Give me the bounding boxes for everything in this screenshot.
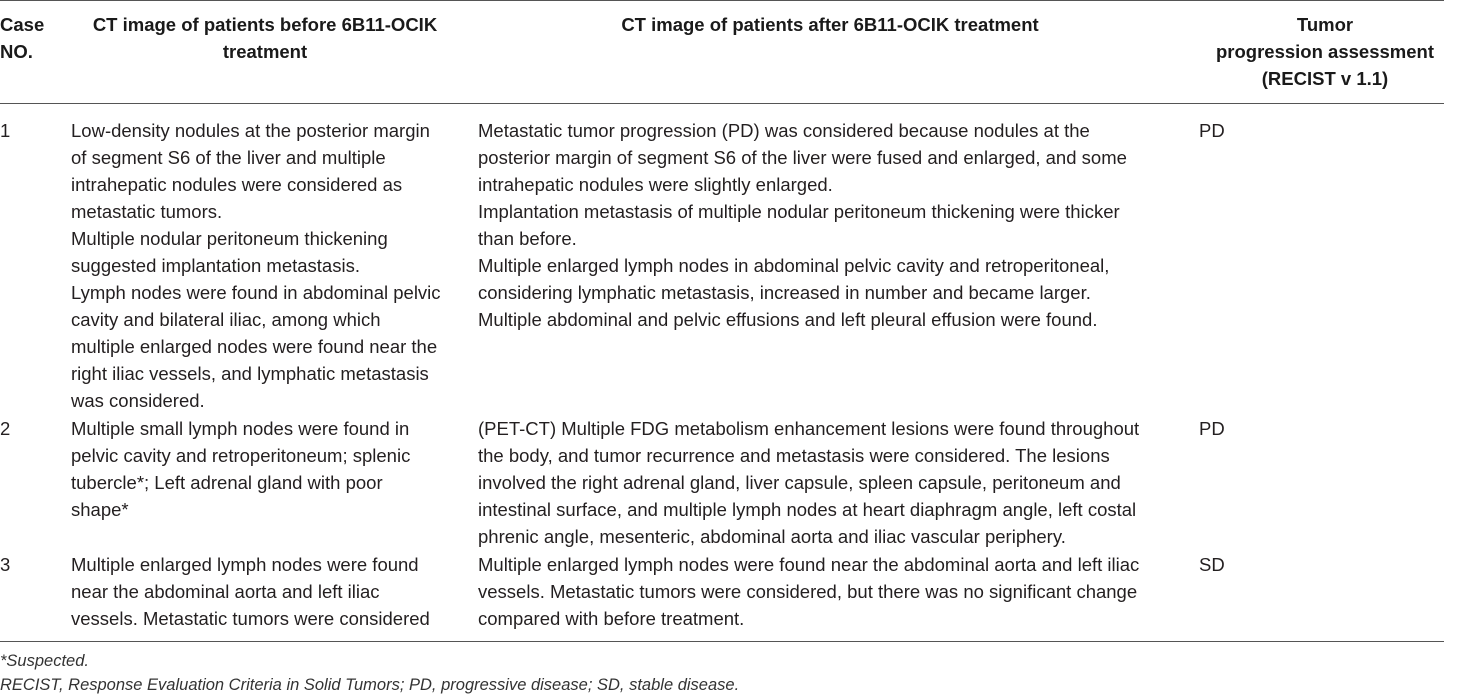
header-bottom-rule (0, 103, 1444, 104)
row-3-before-treatment: Multiple enlarged lymph nodes were found near the abdominal aorta and left iliac vessels. Metastatic tumors were considered (71, 554, 430, 629)
row-2-assessment: PD (1199, 418, 1225, 439)
row-2-case-no: 2 (0, 418, 11, 439)
row-3-assessment: SD (1199, 554, 1225, 575)
header-before-treatment: CT image of patients before 6B11-OCIK treatment (92, 14, 438, 62)
row-1-before-treatment: Low-density nodules at the posterior margin of segment S6 of the liver and multiple intrahepatic nodules were considered as metastatic tumors. Multiple nodular peritoneum thickening suggested implantation metastasis. Lymph nodes were found in abdominal pelvic cavity and bilateral iliac, among which multiple enlarged nodes were found near the right iliac vessels, and lymphatic metastasis was considered. (71, 120, 441, 411)
footnote-abbreviations: RECIST, Response Evaluation Criteria in Solid Tumors; PD, progressive disease; SD, stable disease. (0, 676, 740, 694)
row-3-case-no: 3 (0, 554, 11, 575)
footnote-suspected: *Suspected. (0, 652, 89, 670)
row-3-after-treatment: Multiple enlarged lymph nodes were found near the abdominal aorta and left iliac vessels. Metastatic tumors were considered, but there was no significant change compared with before treatment. (478, 554, 1140, 629)
header-case-no: Case NO. (0, 14, 45, 62)
header-tumor-progression-assessment: Tumor progression assessment (RECIST v 1.1) (1216, 14, 1434, 89)
table-bottom-rule (0, 641, 1444, 642)
row-1-case-no: 1 (0, 120, 11, 141)
header-after-treatment: CT image of patients after 6B11-OCIK treatment (621, 14, 1039, 35)
row-1-after-treatment: Metastatic tumor progression (PD) was considered because nodules at the posterior margin of segment S6 of the liver were fused and enlarged, and some intrahepatic nodules were slightly enlarged. Implantation metastasis of multiple nodular peritoneum thickening were thicker than before. Multiple enlarged lymph nodes in abdominal pelvic cavity and retroperitoneal, considering lymphatic metastasis, increased in number and became larger. Multiple abdominal and pelvic effusions and left pleural effusion were found. (478, 120, 1127, 330)
table-top-rule (0, 0, 1444, 1)
row-2-before-treatment: Multiple small lymph nodes were found in pelvic cavity and retroperitoneum; splenic tubercle*; Left adrenal gland with poor shape* (71, 418, 411, 520)
row-2-after-treatment: (PET-CT) Multiple FDG metabolism enhancement lesions were found throughout the body, and tumor recurrence and metastasis were considered. The lesions involved the right adrenal gland, liver capsule, spleen capsule, peritoneum and intestinal surface, and multiple lymph nodes at heart diaphragm angle, left costal phrenic angle, mesenteric, abdominal aorta and iliac vascular periphery. (478, 418, 1140, 547)
row-1-assessment: PD (1199, 120, 1225, 141)
